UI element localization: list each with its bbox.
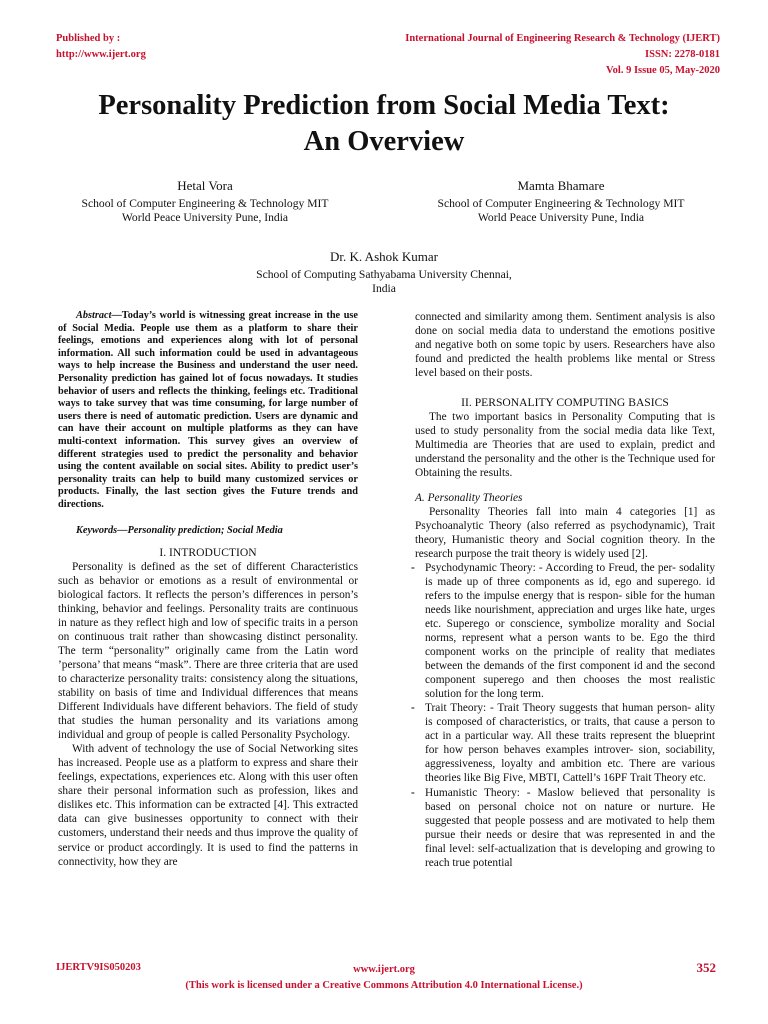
title-line-2: An Overview — [303, 126, 465, 157]
paper-title — [40, 88, 728, 160]
published-by: Published by : — [56, 33, 121, 44]
bullet-dash-icon: - — [411, 702, 415, 715]
author-affiliation: India — [372, 282, 396, 295]
list-item: - Psychodynamic Theory: - According to Freud, the per- sodality is made up of three components as id, ego and superego. id refers to the impulse energy that is respon- sible for the human needs like nourishment, appreciation and urges like hate, urges etc. Superego or conscience, symbolize morality and Social norms, represent what a person wants to be. Ego the third component works on the principle of reality that mediates between the demands of the first component id and the second component superego and then chooses the most realistic solution for the long term. — [411, 561, 715, 701]
title-line-1: Personality Prediction from Social Media Text: — [98, 90, 670, 121]
keywords: Keywords—Personality prediction; Social Media — [76, 524, 283, 536]
right-column — [411, 310, 715, 870]
page-number: 352 — [696, 960, 716, 975]
author-affiliation: World Peace University Pune, India — [121, 211, 289, 224]
section2-paragraph-1: The two important basics in Personality Computing that is used to study personality from the social media data like Text, Multimedia are Theories that are used to explain, predict and understand the personality and the other is the Technique used for Obtaining the results. — [415, 411, 715, 480]
abstract-text: —Today’s world is witnessing great increase in the use of Social Media. People use them as a platform to share their feelings, emotions and experiences along with lot of personal information. All such information could be used in advantageous ways to help increase the Business and understand the user need. Personality prediction has gained lot of focus nowadays. It studies behavior of users and reflects the thinking, feelings etc. Traditional ways to take survey that was time consuming, for large number of users there is need of automatic prediction. Users are dynamic and can have their account on multiple platforms as they can have multi-context information. This survey gives an overview of different strategies used to predict the personality and behavior using the content available on social sites. Ability to predict user’s personality traits can help to build many customized services or products. Finally, the last section gives the Future trends and directions. — [58, 310, 358, 510]
header-left — [56, 31, 146, 63]
list-item: - Humanistic Theory: - Maslow believed that personality is based on personal choice not on nature or nurture. He suggested that people possess and are motivated to help them pursue their needs or desire that was represented in and the final level: self-actualization that is developing and growing to reach true potential — [411, 786, 715, 869]
abstract — [58, 310, 358, 512]
volume-issue: Vol. 9 Issue 05, May-2020 — [606, 65, 720, 76]
theory-list — [411, 561, 715, 870]
author-block-1 — [50, 179, 360, 225]
abstract-label: Abstract — [76, 310, 112, 321]
subsection-heading-personality-theories: A. Personality Theories — [415, 491, 523, 504]
footer-center — [0, 962, 768, 994]
section-heading-introduction: I. INTRODUCTION — [159, 545, 257, 559]
right-paragraph-1: connected and similarity among them. Sentiment analysis is also done on social media data to understand the emotions positive and negative both on some topic by users. Researchers have also found and predicted the health problems like mental or Stress level based on their posts. — [415, 311, 715, 380]
author-affiliation: School of Computer Engineering & Technology MIT — [81, 197, 329, 210]
author-affiliation: World Peace University Pune, India — [477, 211, 645, 224]
journal-name: International Journal of Engineering Research & Technology (IJERT) — [405, 33, 720, 44]
left-column — [58, 310, 358, 869]
subsection-paragraph-1: Personality Theories fall into main 4 categories [1] as Psychoanalytic Theory (also referred as psychodynamic), Trait theory, Humanistic theory and Social cognition theory. In the research purpose the trait theory is widely used [2]. — [415, 505, 715, 560]
author-affiliation: School of Computer Engineering & Technology MIT — [437, 197, 685, 210]
author-name: Hetal Vora — [177, 178, 233, 193]
intro-paragraph-2: With advent of technology the use of Social Networking sites has increased. People use as a platform to express and share their feelings, expectations, experiences etc. Along with this user often share their personal information such as profession, likes and dislikes etc. This information can be extracted [4]. This extracted data can give businesses opportunity to connect with their customers, understand their needs and thus improve the quality of service or product accordingly. It is used to find the patterns in connectivity, how they are — [58, 743, 358, 868]
issn: ISSN: 2278-0181 — [645, 49, 720, 60]
publisher-url[interactable]: http://www.ijert.org — [56, 49, 146, 60]
footer-paper-id: IJERTV9IS050203 — [56, 962, 141, 973]
author-block-2 — [406, 179, 716, 225]
author-name: Dr. K. Ashok Kumar — [330, 249, 438, 264]
footer-license: (This work is licensed under a Creative Commons Attribution 4.0 International License.) — [185, 980, 583, 991]
list-item: - Trait Theory: - Trait Theory suggests that human person- ality is composed of characteristics, or traits, that cause a person to act in a particular way. All these traits represent the blueprint for how person behaves examples introver- sion, sociability, aggressiveness, loyalty and ambition etc. There are various theories like Big Five, MBTI, Cattell’s 16PF Trait Theory etc. — [411, 702, 715, 785]
author-block-3 — [184, 250, 584, 296]
bullet-dash-icon: - — [411, 786, 415, 799]
author-affiliation: School of Computing Sathyabama University Chennai, — [256, 268, 512, 281]
intro-paragraph-1: Personality is defined as the set of different Characteristics such as behavior or emotions as a result of environmental or biological factors. It reflects the person’s differences in person’s thinking, behavior and feelings. Personality traits are continuous in nature as they reflect high and low of specific traits in a person on continuous trait rather than showcasing distinct personality. The term “personality” originally came from the Latin word ’persona’ that means “mask”. There are three criteria that are used to characterize personality traits: consistency along the situations, stability on basis of time and Individual differences that means Different Individuals have different behaviors. The field of study that studies the human personality and its variations among individual and group of people is called Personality Psychology. — [58, 560, 358, 742]
section-heading-personality-computing: II. PERSONALITY COMPUTING BASICS — [461, 396, 669, 410]
header-right — [405, 31, 720, 79]
bullet-dash-icon: - — [411, 561, 415, 574]
footer-url[interactable]: www.ijert.org — [353, 964, 415, 975]
author-name: Mamta Bhamare — [517, 178, 605, 193]
